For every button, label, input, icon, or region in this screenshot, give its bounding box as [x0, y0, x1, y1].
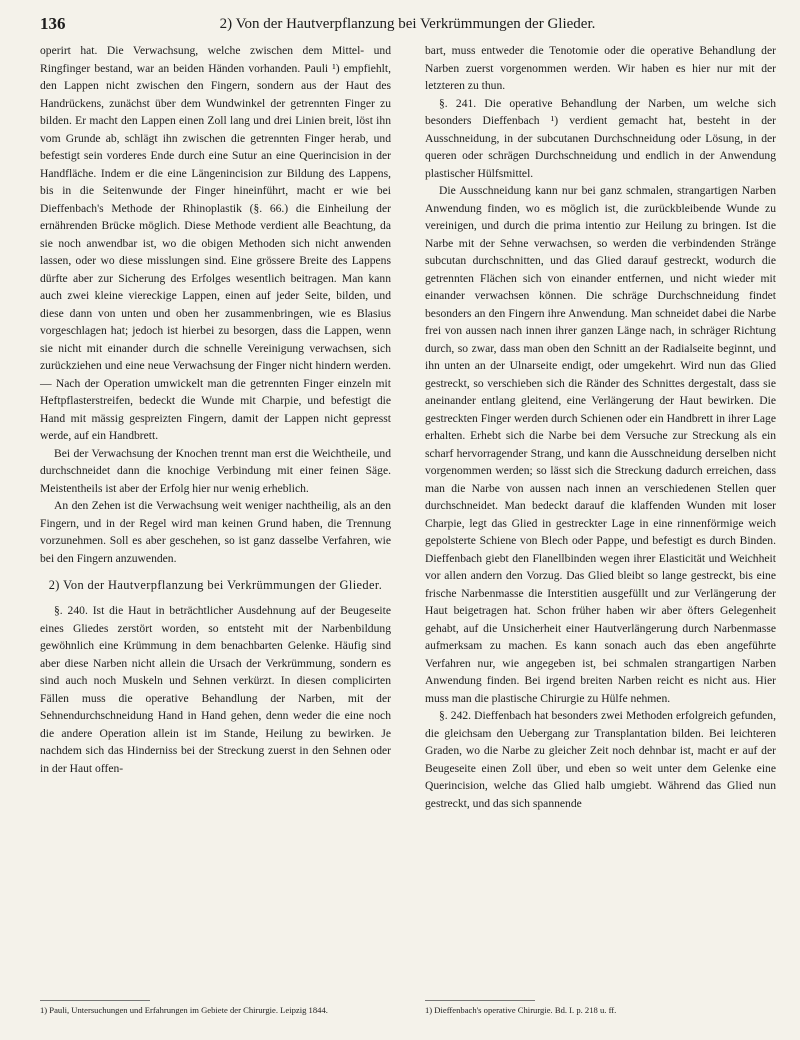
section-heading: 2) Von der Hautverpflanzung bei Verkrümmungen der Glieder.	[48, 578, 383, 592]
paragraph: bart, muss entweder die Tenotomie oder die operative Behandlung der Narben zuerst vorgenommen werden. Wir haben es hier nur mit der letzteren zu thun.	[425, 44, 776, 92]
page-number: 136	[40, 14, 66, 33]
footnote-rule	[40, 1000, 150, 1001]
footnote-rule	[425, 1000, 535, 1001]
paragraph: §. 240. Ist die Haut in beträchtlicher Ausdehnung auf der Beugeseite eines Gliedes zerstört worden, so entsteht mit der Narbenbildung gewöhnlich eine Krümmung in dem benachbarten Gelenke. Häufig sind aber diese Narben nicht allein die Ursach der Verkrümmung, sondern es sind auch noch Muskeln und Sehnen verkürzt. In diesen complicirten Fällen muss die operative Behandlung der Narben, mit der Sehnendurchschneidung Hand in Hand gehen, denn weder die eine noch die andere Operation allein ist im Stande, Heilung zu bewirken. Je nachdem sich das Hinderniss bei der Streckung zuerst in den Sehnen oder in der Haut offen-	[40, 604, 391, 775]
page-header	[40, 13, 775, 39]
left-column	[40, 42, 391, 777]
footnote-left: 1) Pauli, Untersuchungen und Erfahrungen im Gebiete der Chirurgie. Leipzig 1844.	[40, 1005, 328, 1015]
paragraph: Bei der Verwachsung der Knochen trennt man erst die Weichtheile, und durchschneidet dann die knochige Verbindung mit einer feinen Säge. Meistentheils ist aber der Erfolg hier nur wenig erheblich.	[40, 446, 391, 495]
footnote-right: 1) Dieffenbach's operative Chirurgie. Bd. I. p. 218 u. ff.	[425, 1005, 617, 1015]
paragraph: §. 241. Die operative Behandlung der Narben, um welche sich besonders Dieffenbach ¹) verdient gemacht hat, besteht in der Ausschneidung, in der subcutanen Durchschneidung oder Lösung, in der queren oder schrägen Durchschneidung und endlich in der Anwendung plastischer Hülfsmittel.	[425, 96, 776, 180]
paragraph: Die Ausschneidung kann nur bei ganz schmalen, strangartigen Narben Anwendung finden, wo es möglich ist, die zurückbleibende Wunde zu vereinigen, und durch die prima intentio zur Heilung zu bringen. Ist die Narbe mit der Sehne verwachsen, so werden die verbindenden Stränge subcutan durchschnitten, und das Glied darauf gestreckt, wodurch die getrennten Flächen sich von einander entfernen, und nicht wieder mit einander verwachsen können. Die schräge Durchschneidung findet besonders an den Fingern ihre Anwendung. Man schneidet dabei die Narbe frei von aussen nach innen ihrer ganzen Länge nach, in schräger Richtung durch, so zwar, dass man oben den Schnitt an der Radialseite beginnt, und ihn unten an der Ulnarseite endigt, oder umgekehrt. Wird nun das Glied gestreckt, so verschieben sich die Ränder des Schnittes dergestalt, dass sie aneinander entlang gleitend, eine Verlängerung der Haut bewirken. Die gestreckten Finger werden durch Schienen oder ein Handbrett in ihrer Lage erhalten. Erhebt sich die Narbe bei dem Versuche zur Streckung als ein scharf hervorragender Strang, und kann die Ausschneidung derselben nicht vorgenommen werden; so lässt sich die Streckung dadurch erreichen, dass man die Narbe von aussen nach innen an verschiedenen Stellen quer durchschneidet. Man bedeckt darauf die klaffenden Wunden mit loser Charpie, legt das Glied in gestreckter Lage in eine rinnenförmige weich gepolsterte Schiene von Blech oder Pappe, und befestigt es durch Binden. Dieffenbach giebt den Flanellbinden wegen ihrer Elasticität und Weichheit vor allen andern den Vorzug. Das Glied bleibt so lange gestreckt, bis eine frische Narbenmasse die Interstitien ausgefüllt und zur Verlängerung der Haut beigetragen hat. Schon früher haben wir aber öfters Gelegenheit gehabt, auf die Unsicherheit einer Hautverlängerung durch Narbenmasse aufmerksam zu machen. Es kann sonach auch das eben angeführte Verfahren nur, wie angegeben ist, bei schmalen strangartigen Narben Anwendung finden. Bei irgend breiten Narben reicht es nicht aus. Hier muss man die plastische Chirurgie zu Hülfe nehmen.	[425, 184, 776, 705]
paragraph: §. 242. Dieffenbach hat besonders zwei Methoden erfolgreich gefunden, die gleichsam den Uebergang zur Transplantation bilden. Bei leichteren Graden, wo die Narbe zu gleicher Zeit noch dehnbar ist, macht er auf der Beugeseite einen Zoll über, und eben so weit unter dem Gelenke eine Querincision, welche das Glied halb umgiebt. Während das Glied nun gestreckt, und das sich spannende	[425, 709, 776, 810]
running-title: 2) Von der Hautverpflanzung bei Verkrümmungen der Glieder.	[219, 16, 596, 32]
right-column	[425, 42, 776, 812]
paragraph: operirt hat. Die Verwachsung, welche zwischen dem Mittel- und Ringfinger bestand, war an beiden Händen vorhanden. Pauli ¹) empfiehlt, den Lappen nicht zwischen den Fingern, sondern aus der Haut des Handrückens, zunächst über dem Wundwinkel der getrennten Finger zu bilden. Er macht den Lappen einen Zoll lang und drei Linien breit, löst ihn vom Grunde ab, schlägt ihn zwischen die getrennten Finger herab, und befestigt sein vorderes Ende durch eine Sutur an eine Querincision in der Handfläche. Indem er die eine Längenincision zur Bildung des Lappens, bis in die Seitenwunde der Finger hineinführt, macht er wie bei Dieffenbach's Methode der Rhinoplastik (§. 66.) die Einheilung der ernährenden Brücke möglich. Diese Methode verdient alle Beachtung, da sie noch anwendbar ist, wo die obigen Methoden sich nicht anwenden lassen, oder wo diese misslungen sind. Eine grössere Breite des Lappens dürfte aber zur Sicherung des Erfolges wesentlich beitragen. Man kann auch zwei kleine viereckige Lappen, einen auf jeder Seite, bilden, und diese dann von unten und oben her zusammenbringen, wie es Blasius vorgeschlagen hat; jedoch ist hierbei zu besorgen, dass die Lappen, wenn sie nicht mit einander durch die schnelle Vereinigung verwachsen, sich zurückziehen und eine neue Verwachsung der Finger nicht hindern werden. — Nach der Operation umwickelt man die getrennten Finger einzeln mit Heftpflasterstreifen, bedeckt die Wunde mit Charpie, und befestigt die Hand mit mässig gespreizten Fingern, damit der Lappen nicht gepresst werde, auf ein Handbrett.	[40, 44, 391, 442]
paragraph: An den Zehen ist die Verwachsung weit weniger nachtheilig, als an den Fingern, und in der Regel wird man keinen Grund haben, die Trennung vorzunehmen. Soll es aber geschehen, so ist ganz dasselbe Verfahren, wie bei den Fingern anzuwenden.	[40, 499, 391, 565]
